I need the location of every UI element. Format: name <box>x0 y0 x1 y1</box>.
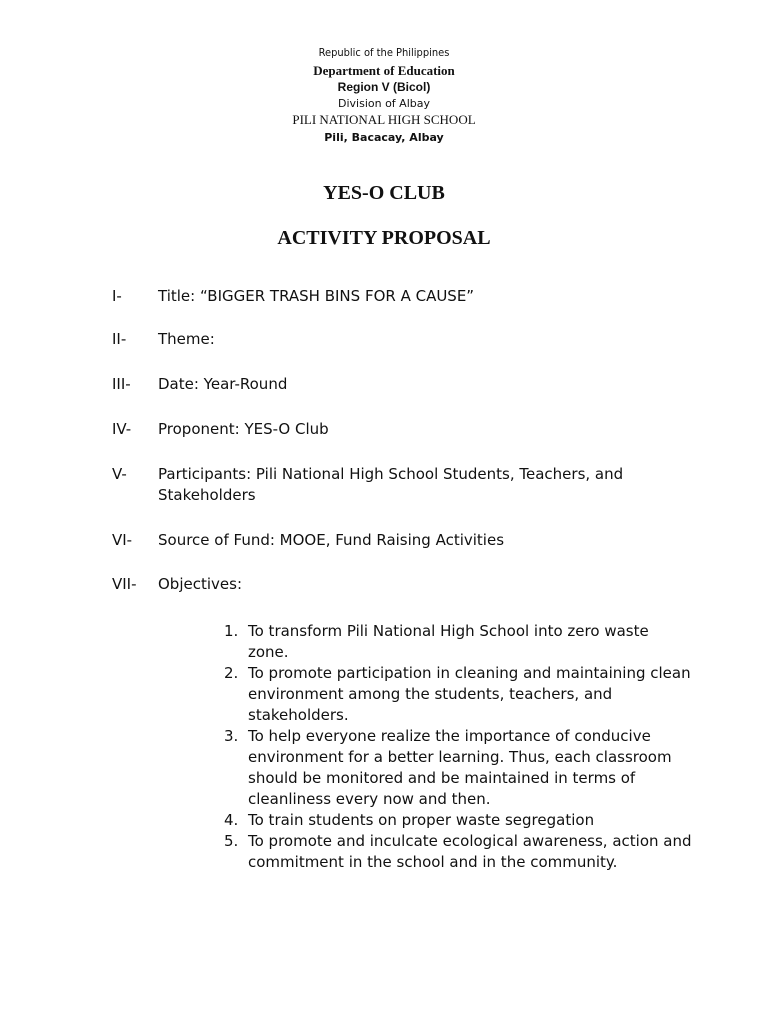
objective-item <box>224 831 694 873</box>
objective-text: To help everyone realize the importance of conducive environment for a better learning. Thus, each classroom should be monitored and be maintained in terms of cleanliness every now and then. <box>248 727 672 808</box>
section-number: II- <box>112 330 127 348</box>
section-text: Objectives: <box>158 575 242 593</box>
header-school: PILI NATIONAL HIGH SCHOOL <box>292 112 476 127</box>
section-text: Participants: Pili National High School Students, Teachers, and Stakeholders <box>158 465 624 504</box>
objective-number: 5. <box>224 832 239 850</box>
section-number: V- <box>112 465 127 483</box>
objectives-list <box>224 621 694 873</box>
header-division: Division of Albay <box>338 97 430 110</box>
section-text: Date: Year-Round <box>158 375 288 393</box>
objective-text: To promote and inculcate ecological awareness, action and commitment in the school and in the community. <box>248 832 692 871</box>
objective-item <box>224 663 694 726</box>
objective-item <box>224 810 694 831</box>
objective-text: To promote participation in cleaning and maintaining clean environment among the students, teachers, and stakeholders. <box>248 664 691 724</box>
header-republic: Republic of the Philippines <box>318 46 450 59</box>
section-text: Source of Fund: MOOE, Fund Raising Activities <box>158 531 505 549</box>
objective-text: To transform Pili National High School into zero waste zone. <box>248 622 649 661</box>
header-region: Region V (Bicol) <box>337 80 431 94</box>
objective-number: 3. <box>224 727 239 745</box>
section-text: Proponent: YES-O Club <box>158 420 329 438</box>
club-title: YES-O CLUB <box>323 182 445 204</box>
section-number: I- <box>112 287 122 305</box>
header-department: Department of Education <box>313 63 455 78</box>
proposal-title: ACTIVITY PROPOSAL <box>277 227 491 249</box>
objective-item <box>224 621 694 663</box>
section-number: VI- <box>112 531 133 549</box>
section-text: Title: “BIGGER TRASH BINS FOR A CAUSE” <box>158 287 475 305</box>
section-number: III- <box>112 375 131 393</box>
section-text: Theme: <box>158 330 215 348</box>
objective-item <box>224 726 694 810</box>
section-number: IV- <box>112 420 132 438</box>
objective-number: 2. <box>224 664 239 682</box>
objective-number: 4. <box>224 811 239 829</box>
objective-text: To train students on proper waste segregation <box>248 811 595 829</box>
header-address: Pili, Bacacay, Albay <box>324 131 444 144</box>
section-number: VII- <box>112 575 137 593</box>
objective-number: 1. <box>224 622 239 640</box>
